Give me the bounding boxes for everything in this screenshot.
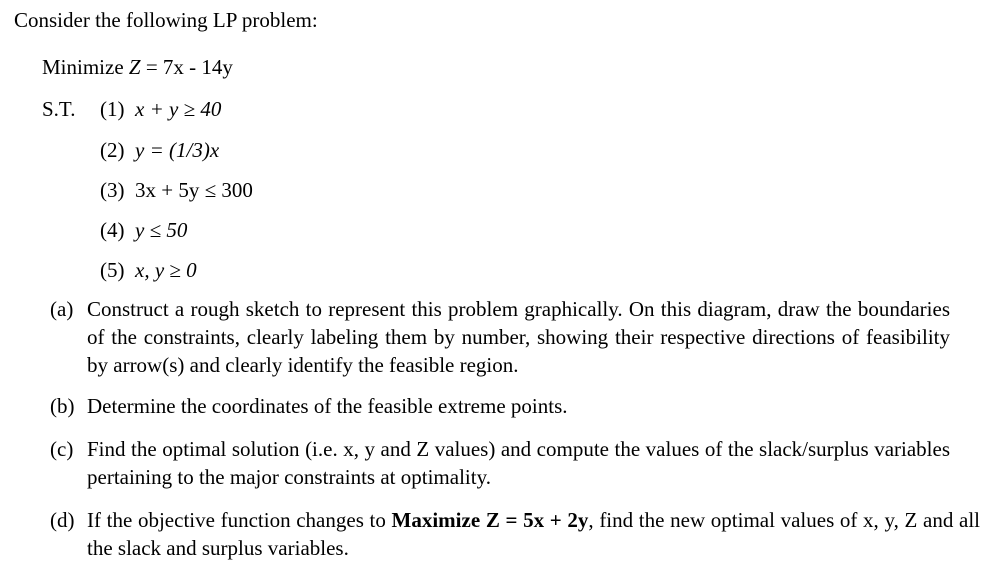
- constraint-number: (3): [100, 178, 125, 202]
- question-tag: (b): [50, 394, 75, 418]
- question-a: [50, 295, 950, 379]
- question-tag: (d): [50, 508, 75, 532]
- question-text: Construct a rough sketch to represent this problem graphically. On this diagram, draw the boundaries of the constraints, clearly labeling them by number, showing their respective directions of feasibility by arrow(s) and clearly identify the feasible region.: [87, 297, 950, 377]
- question-text-before: If the objective function changes to: [87, 508, 392, 532]
- constraint-expression: x + y ≥ 40: [135, 97, 222, 121]
- intro-text: Consider the following LP problem:: [14, 8, 318, 32]
- question-tag: (a): [50, 297, 74, 321]
- constraint-expression: 3x + 5y ≤ 300: [135, 178, 253, 202]
- constraint-5: [100, 257, 197, 283]
- constraint-1: [42, 96, 221, 122]
- objective-prefix: Minimize: [42, 55, 129, 79]
- objective-rhs: = 7x - 14y: [140, 55, 233, 79]
- constraint-expression: x, y ≥ 0: [135, 258, 197, 282]
- constraint-2: [100, 137, 219, 163]
- question-d: [50, 506, 980, 562]
- constraint-number: (4): [100, 218, 125, 242]
- question-tag: (c): [50, 437, 74, 461]
- objective-variable: Z: [128, 55, 141, 79]
- constraint-expression: y = (1/3)x: [135, 138, 220, 162]
- question-b: [50, 392, 950, 420]
- constraint-number: (2): [100, 138, 125, 162]
- constraint-4: [100, 217, 187, 243]
- question-c: [50, 435, 950, 491]
- objective-function: [42, 54, 233, 80]
- question-text-after: , find the new optimal values of x, y, Z and all the slack and surplus variables.: [87, 508, 980, 560]
- constraint-expression: y ≤ 50: [135, 218, 188, 242]
- subject-to-label: S.T.: [42, 97, 76, 121]
- question-text: [87, 506, 980, 562]
- constraint-3: [100, 177, 253, 203]
- constraint-number: (1): [100, 97, 125, 121]
- constraint-number: (5): [100, 258, 125, 282]
- question-bold-objective: Maximize Z = 5x + 2y: [391, 508, 589, 532]
- question-text: Find the optimal solution (i.e. x, y and Z values) and compute the values of the slack/surplus variables pertaining to the major constraints at optimality.: [87, 437, 950, 489]
- question-text: Determine the coordinates of the feasible extreme points.: [87, 394, 568, 418]
